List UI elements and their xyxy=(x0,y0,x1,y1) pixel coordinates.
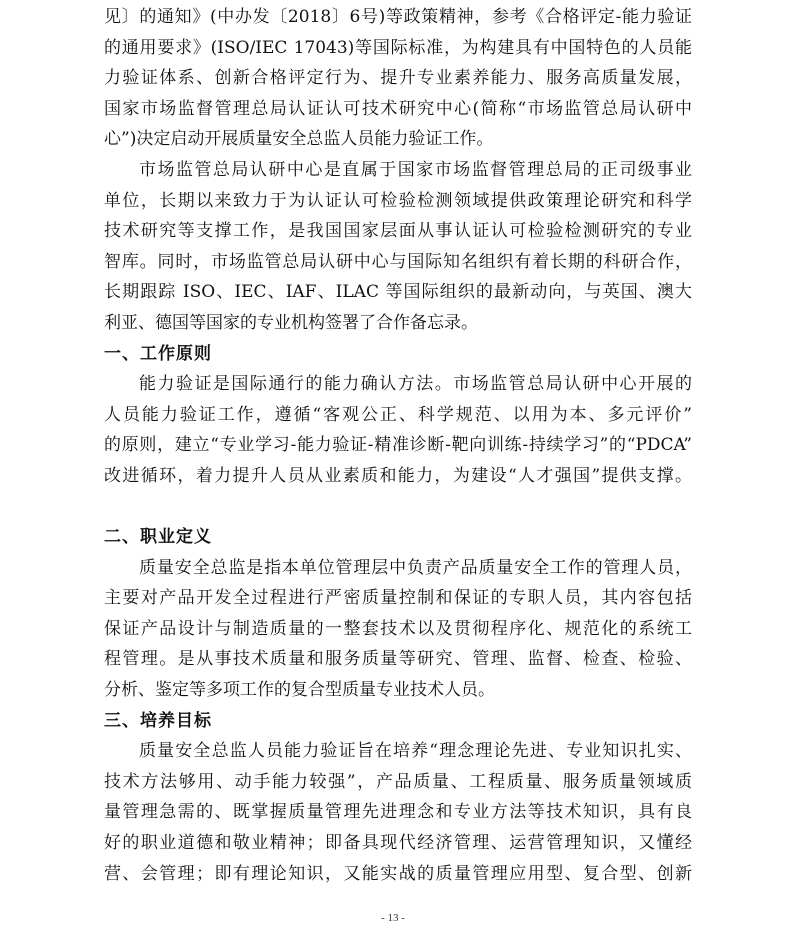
text-line: 见〕的通知》(中办发〔2018〕6号)等政策精神，参考《合格评定-能力验证 xyxy=(104,7,692,27)
section-heading-work-principles: 一、工作原则 xyxy=(104,343,212,364)
text-line: 保证产品设计与制造质量的一整套技术以及贯彻程序化、规范化的系统工 xyxy=(104,618,692,639)
blank-line xyxy=(104,492,692,523)
paragraph-work-principles xyxy=(104,369,692,491)
text-line: 改进循环，着力提升人员从业素质和能力，为建设“人才强国”提供支撑。 xyxy=(104,465,692,486)
text-line: 市场监管总局认研中心是直属于国家市场监督管理总局的正司级事业 xyxy=(139,159,692,180)
section-heading-training-objectives: 三、培养目标 xyxy=(104,710,212,731)
text-line: 质量安全总监是指本单位管理层中负责产品质量安全工作的管理人员， xyxy=(139,557,692,578)
text-line: 国家市场监督管理总局认证认可技术研究中心(简称“市场监管总局认研中 xyxy=(104,98,692,119)
text-line: 心”)决定启动开展质量安全总监人员能力验证工作。 xyxy=(104,129,494,150)
text-line: 能力验证是国际通行的能力确认方法。市场监管总局认研中心开展的 xyxy=(139,374,692,395)
text-line: 技术研究等支撑工作，是我国国家层面从事认证认可检验检测研究的专业 xyxy=(104,221,692,242)
text-line: 分析、鉴定等多项工作的复合型质量专业技术人员。 xyxy=(104,680,495,701)
text-line: 程管理。是从事技术质量和服务质量等研究、管理、监督、检查、检验、 xyxy=(104,649,692,670)
text-line: 长期跟踪 ISO、IEC、IAF、ILAC 等国际组织的最新动向，与英国、澳大 xyxy=(104,282,692,303)
paragraph-training-objectives xyxy=(104,736,692,889)
paragraph-occupation-definition xyxy=(104,553,692,706)
section-heading-occupation-definition: 二、职业定义 xyxy=(104,527,212,548)
text-line: 量管理急需的、既掌握质量管理先进理念和专业方法等技术知识，具有良 xyxy=(104,802,692,823)
text-line: 质量安全总监人员能力验证旨在培养“理念理论先进、专业知识扎实、 xyxy=(139,741,692,762)
text-line: 技术方法够用、动手能力较强”，产品质量、工程质量、服务质量领域质 xyxy=(104,771,692,792)
text-line: 主要对产品开发全过程进行严密质量控制和保证的专职人员，其内容包括 xyxy=(104,588,692,609)
text-line: 利亚、德国等国家的专业机构签署了合作备忘录。 xyxy=(104,312,478,333)
text-line: 单位，长期以来致力于为认证认可检验检测领域提供政策理论研究和科学 xyxy=(104,190,692,211)
text-line: 好的职业道德和敬业精神；即备具现代经济管理、运营管理知识，又懂经 xyxy=(104,833,692,854)
paragraph-notice-background xyxy=(104,2,692,155)
paragraph-center-introduction xyxy=(104,155,692,339)
text-line: 的原则，建立“专业学习-能力验证-精准诊断-靶向训练-持续学习”的“PDCA” xyxy=(104,435,692,456)
text-line: 智库。同时，市场监管总局认研中心与国际知名组织有着长期的科研合作， xyxy=(104,251,692,272)
text-line: 人员能力验证工作，遵循“客观公正、科学规范、以用为本、多元评价” xyxy=(104,404,692,425)
text-line: 的通用要求》(ISO/IEC 17043)等国际标准，为构建具有中国特色的人员能 xyxy=(104,37,692,58)
document-page xyxy=(104,2,692,889)
text-line: 营、会管理；即有理论知识，又能实战的质量管理应用型、复合型、创新 xyxy=(104,863,692,884)
page-number: - 13 - xyxy=(381,912,405,924)
text-line: 力验证体系、创新合格评定行为、提升专业素养能力、服务高质量发展， xyxy=(104,68,692,89)
